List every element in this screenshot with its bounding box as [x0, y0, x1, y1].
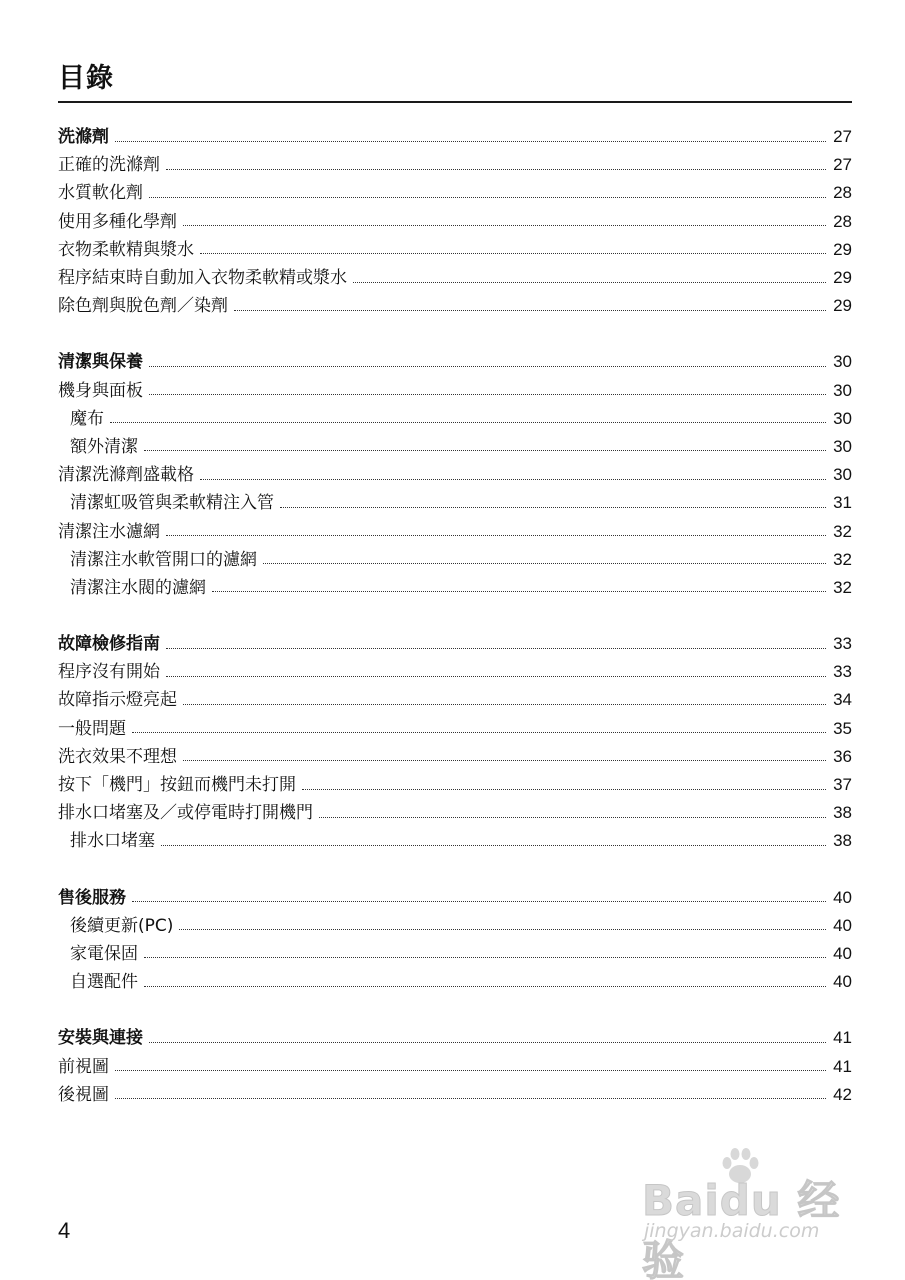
- toc-page-number: 28: [833, 211, 852, 231]
- toc-entry: [58, 743, 852, 771]
- dot-leader: [319, 817, 826, 818]
- toc-entry: [58, 715, 852, 743]
- toc-page-number: 41: [833, 1056, 852, 1076]
- toc-entry-label: 清潔注水閥的濾網: [70, 577, 206, 598]
- toc-section-heading: [58, 630, 852, 658]
- dot-leader: [166, 169, 826, 170]
- toc-entry-label: 魔布: [70, 408, 104, 429]
- toc-page-number: 40: [833, 972, 852, 992]
- toc-entry: [58, 517, 852, 545]
- toc-entry: [58, 405, 852, 433]
- dot-leader: [166, 648, 826, 649]
- dot-leader: [183, 704, 826, 705]
- toc-page-number: 32: [833, 521, 852, 541]
- toc-entry-label: 一般問題: [58, 718, 126, 739]
- toc-entry: [58, 912, 852, 940]
- watermark-url: jingyan.baidu.com: [644, 1220, 820, 1242]
- dot-leader: [200, 479, 826, 480]
- toc-entry-label: 安裝與連接: [58, 1028, 143, 1049]
- toc-page-number: 30: [833, 465, 852, 485]
- toc-section-heading: [58, 884, 852, 912]
- toc-entry-label: 家電保固: [70, 943, 138, 964]
- dot-leader: [302, 789, 826, 790]
- toc-entry-label: 衣物柔軟精與漿水: [58, 239, 194, 260]
- dot-leader: [263, 563, 826, 564]
- toc-entry: [58, 799, 852, 827]
- toc-entry: [58, 433, 852, 461]
- toc-entry: [58, 264, 852, 292]
- dot-leader: [166, 676, 826, 677]
- toc-page-number: 37: [833, 775, 852, 795]
- toc-page-number: 32: [833, 577, 852, 597]
- dot-leader: [234, 310, 826, 311]
- toc-page-number: 42: [833, 1084, 852, 1104]
- dot-leader: [144, 450, 826, 451]
- toc-entry: [58, 546, 852, 574]
- dot-leader: [353, 282, 826, 283]
- toc-entry-label: 故障指示燈亮起: [58, 690, 177, 711]
- toc-entry-label: 清潔虹吸管與柔軟精注入管: [70, 493, 274, 514]
- dot-leader: [149, 1042, 826, 1043]
- toc-entry-label: 自選配件: [70, 972, 138, 993]
- toc-page-number: 32: [833, 549, 852, 569]
- toc-entry-label: 清潔與保養: [58, 352, 143, 373]
- toc-page-number: 29: [833, 268, 852, 288]
- toc-entry-label: 除色劑與脫色劑／染劑: [58, 296, 228, 317]
- dot-leader: [179, 929, 826, 930]
- toc-entry-label: 後視圖: [58, 1084, 109, 1105]
- toc-page-number: 30: [833, 436, 852, 456]
- dot-leader: [280, 507, 826, 508]
- title-divider: [58, 101, 852, 103]
- toc-entry-label: 清潔洗滌劑盛載格: [58, 465, 194, 486]
- toc-entry: [58, 151, 852, 179]
- toc-entry-label: 使用多種化學劑: [58, 211, 177, 232]
- toc-entry-label: 清潔注水軟管開口的濾網: [70, 549, 257, 570]
- toc-page-number: 40: [833, 943, 852, 963]
- toc-page-number: 38: [833, 803, 852, 823]
- toc-entry-label: 額外清潔: [70, 436, 138, 457]
- toc-entry-label: 排水口堵塞: [70, 831, 155, 852]
- toc-page-number: 35: [833, 718, 852, 738]
- toc-page-number: 28: [833, 183, 852, 203]
- toc-page-number: 33: [833, 662, 852, 682]
- toc-entry-label: 故障檢修指南: [58, 634, 160, 655]
- toc-entry: [58, 179, 852, 207]
- toc-page-number: 31: [833, 493, 852, 513]
- toc-entry-label: 前視圖: [58, 1056, 109, 1077]
- toc-entry: [58, 968, 852, 996]
- toc-entry-label: 水質軟化劑: [58, 183, 143, 204]
- toc-entry-label: 後續更新(PC): [70, 915, 174, 936]
- toc-section: [58, 123, 852, 320]
- toc-entry: [58, 489, 852, 517]
- toc-entry-label: 售後服務: [58, 887, 126, 908]
- toc-entry: [58, 827, 852, 855]
- toc-entry: [58, 461, 852, 489]
- toc-page-number: 38: [833, 831, 852, 851]
- toc-section: [58, 348, 852, 602]
- dot-leader: [132, 901, 826, 902]
- dot-leader: [166, 535, 826, 536]
- toc-page-number: 40: [833, 915, 852, 935]
- dot-leader: [110, 422, 826, 423]
- toc-entry: [58, 658, 852, 686]
- baidu-watermark: [630, 1140, 860, 1280]
- page-number: 4: [58, 1218, 71, 1243]
- toc-entry: [58, 377, 852, 405]
- toc-entry: [58, 771, 852, 799]
- toc-entry-label: 清潔注水濾網: [58, 521, 160, 542]
- toc-entry: [58, 574, 852, 602]
- toc-entry: [58, 1081, 852, 1109]
- toc-entry-label: 按下「機門」按鈕而機門未打開: [58, 775, 296, 796]
- toc-page-number: 36: [833, 746, 852, 766]
- toc-entry-label: 洗衣效果不理想: [58, 746, 177, 767]
- dot-leader: [161, 845, 826, 846]
- watermark-brand: Baidu 经验: [642, 1176, 841, 1280]
- toc-entry: [58, 292, 852, 320]
- dot-leader: [115, 1070, 826, 1071]
- dot-leader: [149, 394, 826, 395]
- toc-entry-label: 排水口堵塞及／或停電時打開機門: [58, 803, 313, 824]
- toc-entry: [58, 208, 852, 236]
- toc-page-number: 27: [833, 155, 852, 175]
- dot-leader: [183, 225, 826, 226]
- toc-entry: [58, 686, 852, 714]
- page-title: 目錄: [58, 63, 114, 94]
- toc-page-number: 33: [833, 634, 852, 654]
- toc-entry-label: 程序結束時自動加入衣物柔軟精或漿水: [58, 268, 347, 289]
- toc-page-number: 30: [833, 408, 852, 428]
- toc-entry: [58, 1052, 852, 1080]
- dot-leader: [144, 986, 826, 987]
- dot-leader: [149, 197, 826, 198]
- toc-entry: [58, 236, 852, 264]
- toc-entry: [58, 940, 852, 968]
- dot-leader: [144, 957, 826, 958]
- toc-page-number: 30: [833, 380, 852, 400]
- toc-entry-label: 機身與面板: [58, 380, 143, 401]
- toc-section: [58, 630, 852, 856]
- toc-page-number: 30: [833, 352, 852, 372]
- dot-leader: [149, 366, 826, 367]
- toc-page-number: 34: [833, 690, 852, 710]
- toc-entry-label: 洗滌劑: [58, 127, 109, 148]
- toc-page-number: 41: [833, 1028, 852, 1048]
- dot-leader: [115, 141, 826, 142]
- toc-page-number: 29: [833, 296, 852, 316]
- dot-leader: [200, 253, 826, 254]
- toc-section-heading: [58, 1024, 852, 1052]
- toc-section-heading: [58, 348, 852, 376]
- table-of-contents: [58, 123, 852, 1137]
- dot-leader: [183, 760, 826, 761]
- dot-leader: [212, 591, 826, 592]
- toc-page-number: 27: [833, 127, 852, 147]
- toc-section: [58, 1024, 852, 1109]
- dot-leader: [115, 1098, 826, 1099]
- toc-page-number: 40: [833, 887, 852, 907]
- toc-section-heading: [58, 123, 852, 151]
- toc-entry-label: 正確的洗滌劑: [58, 155, 160, 176]
- toc-section: [58, 884, 852, 997]
- toc-entry-label: 程序沒有開始: [58, 662, 160, 683]
- dot-leader: [132, 732, 826, 733]
- toc-page-number: 29: [833, 239, 852, 259]
